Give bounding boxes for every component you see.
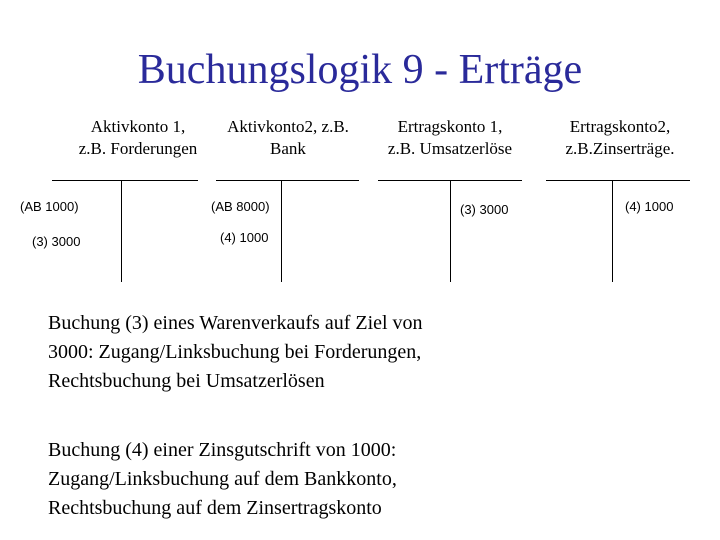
account-1-debit-entry: (AB 1000)	[20, 199, 79, 214]
account-label-ertragskonto-1: Ertragskonto 1, z.B. Umsatzerlöse	[387, 117, 513, 158]
account-label-aktivkonto-1: Aktivkonto 1, z.B. Forderungen	[78, 117, 198, 158]
account-2-debit-entry: (AB 8000)	[211, 199, 270, 214]
account-2-debit-entry: (4) 1000	[220, 230, 269, 245]
t-account-1-top-line	[52, 180, 198, 181]
t-account-2-divider	[281, 180, 282, 282]
account-3-credit-entry: (3) 3000	[460, 202, 509, 217]
account-label-aktivkonto-2: Aktivkonto2, z.B. Bank	[227, 117, 349, 158]
booking-explanation-4: Buchung (4) einer Zinsgutschrift von 1000: Zugang/Linksbuchung auf dem Bankkonto, Rechtsbuchung auf dem Zinsertragskonto	[48, 439, 397, 519]
t-account-3-divider	[450, 180, 451, 282]
t-account-4-top-line	[546, 180, 690, 181]
page-title: Buchungslogik 9 - Erträge	[137, 47, 583, 93]
account-4-credit-entry: (4) 1000	[625, 199, 674, 214]
t-account-4-divider	[612, 180, 613, 282]
booking-explanation-3: Buchung (3) eines Warenverkaufs auf Ziel von 3000: Zugang/Linksbuchung bei Forderungen, Rechtsbuchung bei Umsatzerlösen	[48, 312, 423, 392]
account-label-ertragskonto-2: Ertragskonto2, z.B.Zinserträge.	[565, 117, 675, 158]
t-account-1-divider	[121, 180, 122, 282]
t-account-2-top-line	[216, 180, 359, 181]
account-1-debit-entry: (3) 3000	[32, 234, 81, 249]
